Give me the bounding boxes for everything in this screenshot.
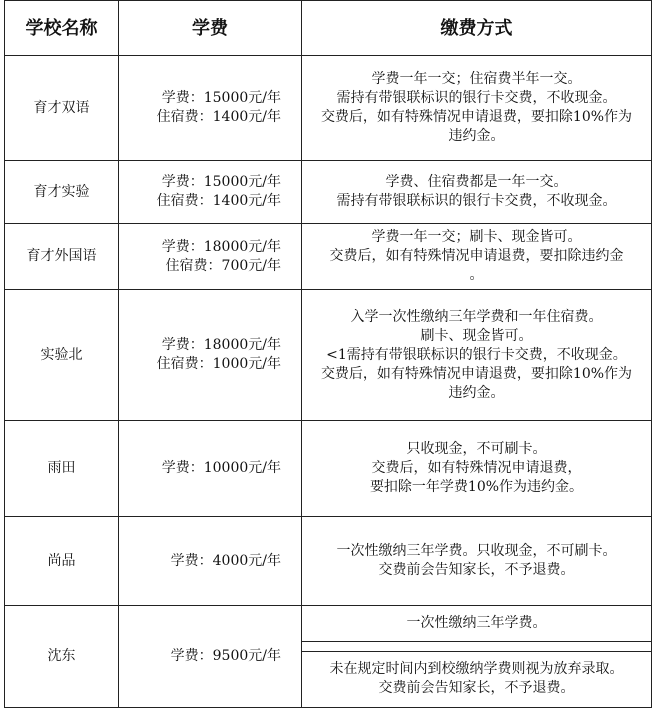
payment-line: 学费、住宿费都是一年一交。 xyxy=(385,174,568,190)
fee-cell xyxy=(118,290,301,420)
fee-line: 住宿费：700元/年 xyxy=(165,257,281,274)
fee-cell xyxy=(118,421,301,516)
payment-line: 交费后，如有特殊情况申请退费，要扣除10%作为 xyxy=(320,109,633,125)
school-cell xyxy=(4,421,118,516)
payment-line: 入学一次性缴纳三年学费和一年住宿费。 xyxy=(350,308,603,325)
school-name: 育才外国语 xyxy=(26,248,97,264)
school-name: 实验北 xyxy=(40,346,83,363)
school-cell xyxy=(4,290,118,420)
school-name: 育才实验 xyxy=(33,183,90,200)
table-row xyxy=(4,224,652,290)
fee-cell xyxy=(118,517,301,605)
payment-line: 学费一年一交；住宿费半年一交。 xyxy=(371,71,582,87)
payment-line: 一次性缴纳三年学费。 xyxy=(406,614,547,631)
fee-line: 学费：10000元/年 xyxy=(161,460,281,476)
school-cell xyxy=(4,56,118,160)
school-cell xyxy=(4,161,118,223)
payment-line: 交费前会告知家长，不予退费。 xyxy=(378,680,575,697)
school-name: 尚品 xyxy=(47,552,76,569)
header-cell xyxy=(4,1,118,55)
payment-cell xyxy=(301,56,652,160)
school-cell xyxy=(4,517,118,605)
payment-line: 一次性缴纳三年学费。只收现金，不可刷卡。 xyxy=(336,543,617,559)
fee-cell xyxy=(118,606,301,707)
payment-line: 需持有带银联标识的银行卡交费，不收现金。 xyxy=(336,90,617,106)
fee-table xyxy=(4,0,652,708)
payment-line: 只收现金，不可刷卡。 xyxy=(406,441,547,457)
school-name: 沈东 xyxy=(47,648,76,664)
header-cell xyxy=(118,1,301,55)
payment-line: 刷卡、现金皆可。 xyxy=(420,327,533,344)
payment-subrow xyxy=(302,652,651,707)
table-row xyxy=(4,290,652,421)
fee-line: 学费：15000元/年 xyxy=(161,90,281,106)
school-cell xyxy=(4,224,118,289)
table-row xyxy=(4,517,652,606)
fee-line: 住宿费：1000元/年 xyxy=(156,356,281,372)
fee-cell xyxy=(118,161,301,223)
table-header xyxy=(4,1,652,56)
fee-line: 学费：18000元/年 xyxy=(161,238,281,255)
payment-cell xyxy=(301,224,652,289)
fee-line: 住宿费：1400元/年 xyxy=(156,193,281,209)
fee-line: 学费：4000元/年 xyxy=(170,552,281,569)
payment-cell xyxy=(301,517,652,605)
payment-line: 需持有带银联标识的银行卡交费，不收现金。 xyxy=(336,193,617,209)
payment-line: 交费后，如有特殊情况申请退费，要扣除违约金 xyxy=(329,248,624,264)
payment-line: 未在规定时间内到校缴纳学费则视为放弃录取。 xyxy=(329,661,624,678)
fee-cell xyxy=(118,56,301,160)
payment-cell xyxy=(301,161,652,223)
header-label: 学校名称 xyxy=(25,17,98,39)
payment-cell xyxy=(301,421,652,516)
school-name: 雨田 xyxy=(47,460,76,476)
header-cell xyxy=(301,1,652,55)
payment-line: 学费一年一交；刷卡、现金皆可。 xyxy=(371,229,582,245)
school-name: 育才双语 xyxy=(33,99,90,116)
payment-line: 交费后，如有特殊情况申请退费，要扣除10%作为 xyxy=(320,365,633,382)
payment-cell xyxy=(301,606,652,707)
fee-line: 学费：15000元/年 xyxy=(161,174,281,190)
payment-subrow xyxy=(302,606,651,642)
table-row xyxy=(4,606,652,708)
payment-line: 交费前会告知家长，不予退费。 xyxy=(378,562,575,578)
payment-subrow xyxy=(302,642,651,652)
payment-line: 要扣除一年学费10%作为违约金。 xyxy=(369,479,584,495)
header-label: 学费 xyxy=(192,17,228,39)
payment-cell xyxy=(301,290,652,420)
fee-line: 住宿费：1400元/年 xyxy=(156,109,281,125)
fee-cell xyxy=(118,224,301,289)
school-cell xyxy=(4,606,118,707)
table-row xyxy=(4,421,652,517)
payment-line: 违约金。 xyxy=(448,128,505,144)
payment-line: 。 xyxy=(469,267,484,283)
payment-line: 违约金。 xyxy=(448,384,505,401)
table-row xyxy=(4,56,652,161)
payment-line: 交费后，如有特殊情况申请退费， xyxy=(371,460,582,476)
fee-line: 学费：9500元/年 xyxy=(170,648,281,664)
payment-line: <1需持有带银联标识的银行卡交费，不收现金。 xyxy=(326,346,627,363)
header-label: 缴费方式 xyxy=(440,17,513,39)
table-row xyxy=(4,161,652,224)
fee-line: 学费：18000元/年 xyxy=(161,337,281,353)
